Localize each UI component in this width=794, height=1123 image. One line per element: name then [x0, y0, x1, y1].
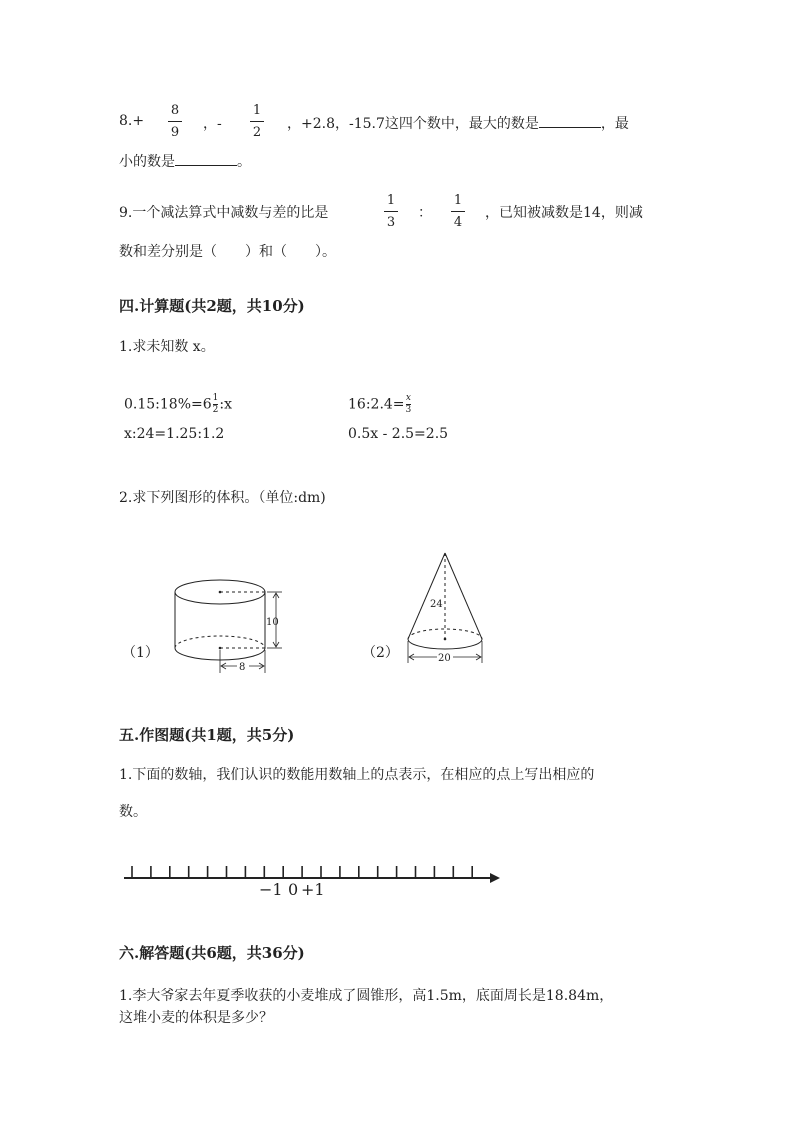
- equation-2-fraction-den: 3: [405, 405, 412, 415]
- section6-q1-line1: 1.李大爷家去年夏季收获的小麦堆成了圆锥形，高1.5m，底面周长是18.84m，: [119, 988, 614, 1004]
- q8-line2-text: 小的数是: [119, 154, 175, 170]
- section5-q1-line1: 1.下面的数轴，我们认识的数能用数轴上的点表示，在相应的点上写出相应的: [119, 767, 595, 783]
- equation-1-fraction-num: 1: [212, 393, 219, 403]
- cone-diameter-label: 20: [438, 653, 451, 664]
- section6-q1-line2: 这堆小麦的体积是多少？: [119, 1010, 273, 1026]
- q9-colon: ：: [418, 205, 432, 221]
- section4-title: 四.计算题(共2题，共10分): [119, 297, 305, 315]
- figure-2-label: （2）: [362, 645, 399, 661]
- q9-line2: 数和差分别是（ ）和（ ）。: [119, 244, 336, 260]
- q8-prefix: 8.+: [119, 113, 145, 129]
- section6-title: 六.解答题(共6题，共36分): [119, 944, 305, 962]
- q9-fraction-2-denominator: 4: [453, 215, 463, 230]
- equation-1-pre: 0.15:18%=6: [124, 396, 212, 413]
- axis-label-minus-one: −1: [259, 880, 283, 899]
- section4-q2-title: 2.求下列图形的体积。（单位:dm): [119, 490, 326, 506]
- q9-fraction-1-denominator: 3: [386, 215, 396, 230]
- equation-2: [348, 394, 412, 415]
- number-line: [118, 858, 508, 900]
- q8-fraction-1-denominator: 9: [170, 125, 180, 140]
- equation-1-fraction-den: 2: [212, 405, 219, 415]
- equation-2-fraction-num: x: [405, 393, 411, 403]
- cone-figure: [400, 545, 490, 670]
- equation-1-post: :x: [219, 396, 233, 413]
- equation-1: [124, 394, 232, 415]
- q8-fraction-2-numerator: 1: [252, 103, 262, 118]
- q9-fraction-2: [451, 194, 465, 229]
- axis-label-zero: 0: [288, 880, 299, 899]
- q8-end2: 。: [237, 154, 251, 170]
- q8-middle-text: [287, 113, 629, 133]
- equation-2-fraction: [406, 394, 412, 415]
- section5-title: 五.作图题(共1题，共5分): [119, 726, 295, 744]
- equation-1-fraction: [213, 394, 219, 415]
- cone-height-label: 24: [430, 599, 443, 610]
- q9-fraction-1-numerator: 1: [386, 193, 396, 208]
- q9-suffix: ，已知被减数是14，则减: [485, 205, 643, 221]
- q9-fraction-2-numerator: 1: [453, 193, 463, 208]
- equation-3: x:24=1.25:1.2: [124, 426, 225, 442]
- q8-line2: [119, 151, 251, 171]
- cylinder-radius-label: 8: [239, 662, 246, 673]
- q8-fraction-2-denominator: 2: [252, 125, 262, 140]
- cylinder-figure: [160, 565, 290, 680]
- number-line-ticks: [132, 866, 472, 878]
- equation-2-pre: 16:2.4=: [348, 396, 405, 413]
- q8-fraction-1-numerator: 8: [170, 103, 180, 118]
- section5-q1-line2: 数。: [119, 804, 147, 820]
- q9-prefix: 9.一个减法算式中减数与差的比是: [119, 205, 329, 221]
- q8-fraction-1: [168, 104, 182, 139]
- q8-fraction-2: [250, 104, 264, 139]
- equation-4: 0.5x - 2.5=2.5: [348, 426, 449, 442]
- section4-q1-title: 1.求未知数 x。: [119, 339, 215, 355]
- axis-label-plus-one: +1: [301, 880, 325, 899]
- q8-separator: ，-: [203, 116, 222, 132]
- q8-end1: ，最: [600, 116, 629, 132]
- cylinder-height-label: 10: [266, 617, 279, 628]
- q9-fraction-1: [384, 194, 398, 229]
- q8-answer-blank-min[interactable]: [175, 153, 237, 166]
- figure-1-label: （1）: [122, 645, 159, 661]
- q8-answer-blank-max[interactable]: [539, 115, 601, 128]
- q8-middle: ，+2.8，-15.7这四个数中，最大的数是: [287, 116, 539, 132]
